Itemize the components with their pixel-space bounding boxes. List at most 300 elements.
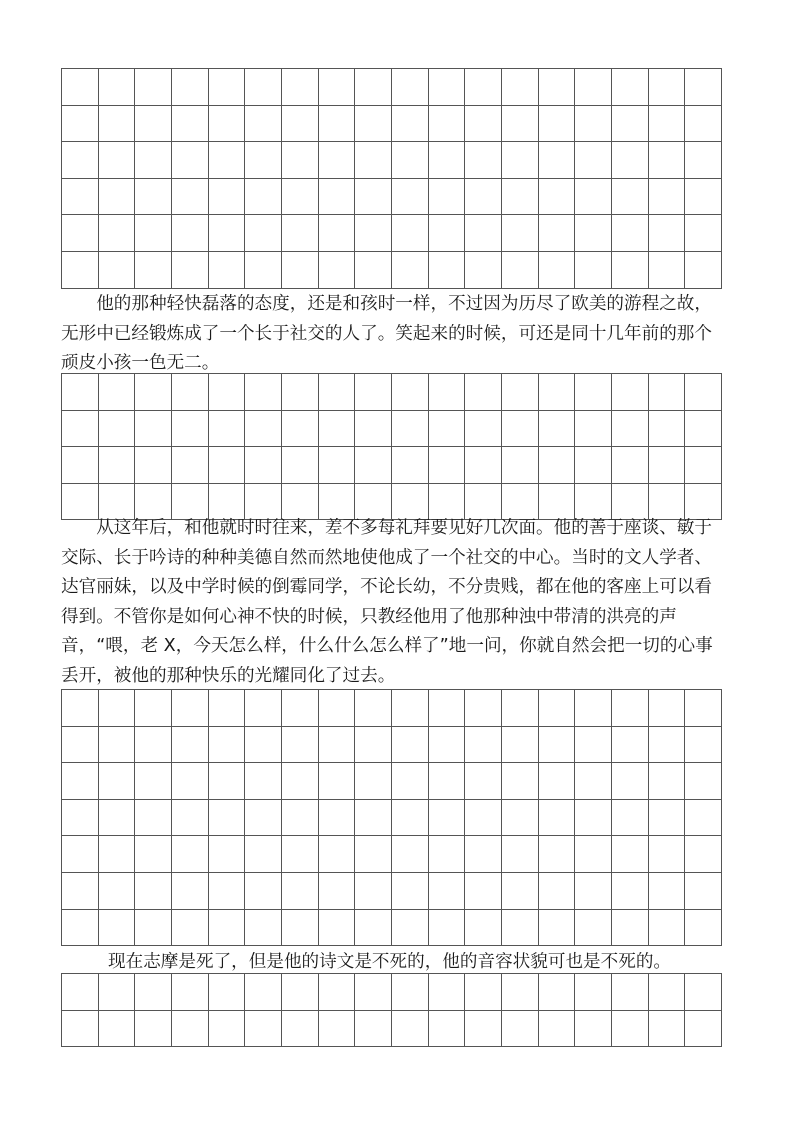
grid-cell xyxy=(135,215,172,252)
grid-cell xyxy=(575,873,612,910)
grid-cell xyxy=(135,727,172,764)
grid-cell xyxy=(172,411,209,448)
grid-cell xyxy=(172,69,209,106)
grid-cell xyxy=(575,142,612,179)
grid-cell xyxy=(539,763,576,800)
writing-grid-4 xyxy=(61,973,722,1047)
grid-cell xyxy=(392,411,429,448)
grid-cell xyxy=(62,836,99,873)
grid-cell xyxy=(392,836,429,873)
grid-cell xyxy=(99,69,136,106)
grid-cell xyxy=(135,836,172,873)
grid-cell xyxy=(355,252,392,289)
grid-cell xyxy=(465,374,502,411)
grid-cell xyxy=(502,836,539,873)
grid-cell xyxy=(99,179,136,216)
grid-cell xyxy=(502,873,539,910)
grid-cell xyxy=(209,69,246,106)
grid-cell xyxy=(172,374,209,411)
grid-cell xyxy=(62,727,99,764)
grid-cell xyxy=(685,142,722,179)
grid-cell xyxy=(282,1011,319,1048)
grid-cell xyxy=(502,974,539,1011)
grid-cell xyxy=(135,1011,172,1048)
grid-cell xyxy=(649,374,686,411)
grid-cell xyxy=(465,142,502,179)
grid-cell xyxy=(99,142,136,179)
grid-cell xyxy=(575,1011,612,1048)
grid-cell xyxy=(135,800,172,837)
grid-cell xyxy=(429,974,466,1011)
grid-cell xyxy=(649,974,686,1011)
grid-cell xyxy=(135,974,172,1011)
grid-cell xyxy=(319,252,356,289)
grid-cell xyxy=(355,179,392,216)
grid-cell xyxy=(649,1011,686,1048)
grid-cell xyxy=(539,142,576,179)
grid-cell xyxy=(135,69,172,106)
grid-cell xyxy=(685,411,722,448)
grid-cell xyxy=(575,763,612,800)
grid-cell xyxy=(355,374,392,411)
grid-cell xyxy=(245,106,282,143)
grid-cell xyxy=(245,763,282,800)
grid-cell xyxy=(502,142,539,179)
grid-cell xyxy=(99,1011,136,1048)
grid-cell xyxy=(392,690,429,727)
grid-cell xyxy=(502,69,539,106)
grid-cell xyxy=(502,800,539,837)
grid-cell xyxy=(209,374,246,411)
grid-cell xyxy=(392,374,429,411)
grid-cell xyxy=(355,69,392,106)
grid-cell xyxy=(172,690,209,727)
grid-cell xyxy=(355,727,392,764)
grid-cell xyxy=(465,910,502,947)
grid-cell xyxy=(392,974,429,1011)
grid-cell xyxy=(502,447,539,484)
grid-cell xyxy=(539,106,576,143)
grid-cell xyxy=(282,690,319,727)
grid-cell xyxy=(245,727,282,764)
grid-cell xyxy=(465,763,502,800)
grid-cell xyxy=(392,910,429,947)
grid-cell xyxy=(62,374,99,411)
grid-cell xyxy=(685,69,722,106)
grid-cell xyxy=(575,179,612,216)
grid-cell xyxy=(392,1011,429,1048)
grid-cell xyxy=(392,252,429,289)
grid-cell xyxy=(319,727,356,764)
grid-cell xyxy=(539,252,576,289)
grid-cell xyxy=(465,974,502,1011)
grid-cell xyxy=(502,727,539,764)
grid-cell xyxy=(612,836,649,873)
grid-cell xyxy=(62,690,99,727)
grid-cell xyxy=(245,374,282,411)
paragraph-3: 现在志摩是死了，但是他的诗文是不死的，他的音容状貌可也是不死的。 xyxy=(108,952,672,972)
grid-cell xyxy=(99,974,136,1011)
grid-cell xyxy=(135,374,172,411)
grid-cell xyxy=(355,1011,392,1048)
grid-cell xyxy=(355,690,392,727)
grid-cell xyxy=(62,215,99,252)
grid-cell xyxy=(62,69,99,106)
grid-cell xyxy=(612,800,649,837)
grid-cell xyxy=(649,106,686,143)
grid-cell xyxy=(319,910,356,947)
grid-cell xyxy=(62,873,99,910)
grid-cell xyxy=(99,910,136,947)
grid-cell xyxy=(392,800,429,837)
grid-cell xyxy=(575,800,612,837)
grid-cell xyxy=(649,142,686,179)
grid-cell xyxy=(99,411,136,448)
grid-cell xyxy=(99,252,136,289)
grid-cell xyxy=(575,836,612,873)
grid-cell xyxy=(172,215,209,252)
grid-cell xyxy=(209,727,246,764)
grid-cell xyxy=(429,727,466,764)
grid-cell xyxy=(209,252,246,289)
grid-cell xyxy=(539,69,576,106)
grid-cell xyxy=(282,873,319,910)
grid-cell xyxy=(649,69,686,106)
grid-cell xyxy=(99,800,136,837)
grid-cell xyxy=(649,411,686,448)
grid-cell xyxy=(172,910,209,947)
grid-cell xyxy=(209,873,246,910)
grid-cell xyxy=(282,252,319,289)
grid-cell xyxy=(465,727,502,764)
grid-cell xyxy=(62,106,99,143)
grid-cell xyxy=(612,873,649,910)
grid-cell xyxy=(612,106,649,143)
grid-cell xyxy=(612,974,649,1011)
grid-cell xyxy=(429,447,466,484)
grid-cell xyxy=(245,179,282,216)
grid-cell xyxy=(209,106,246,143)
grid-cell xyxy=(355,873,392,910)
grid-cell xyxy=(429,179,466,216)
grid-cell xyxy=(282,910,319,947)
paragraph-2: 从这年后，和他就时时往来，差不多每礼拜要见好几次面。他的善于座谈、敏于交际、长于吟诗的种种美德自然而然地使他成了一个社交的中心。当时的文人学者、达官丽妹，以及中学时候的倒霉同学，不论长幼，不分贵贱，都在他的客座上可以看得到。不管你是如何心神不快的时候，只教经他用了他那种浊中带清的洪亮的声音，“喂，老 X，今天怎么样，什么什么怎么样了”地一问，你就自然会把一切的心事丢开，被他的那种快乐的光耀同化了过去。 xyxy=(61,518,713,686)
writing-grid-3 xyxy=(61,689,722,946)
grid-cell xyxy=(245,873,282,910)
grid-cell xyxy=(575,690,612,727)
grid-cell xyxy=(649,252,686,289)
grid-cell xyxy=(282,215,319,252)
grid-cell xyxy=(135,252,172,289)
grid-cell xyxy=(209,447,246,484)
grid-cell xyxy=(319,690,356,727)
writing-grid-2 xyxy=(61,373,722,520)
grid-cell xyxy=(429,763,466,800)
grid-cell xyxy=(649,179,686,216)
grid-cell xyxy=(245,910,282,947)
grid-cell xyxy=(685,763,722,800)
grid-cell xyxy=(502,215,539,252)
grid-cell xyxy=(172,836,209,873)
grid-cell xyxy=(209,836,246,873)
grid-cell xyxy=(685,447,722,484)
grid-cell xyxy=(172,763,209,800)
grid-cell xyxy=(282,179,319,216)
writing-grid-1 xyxy=(61,68,722,289)
grid-cell xyxy=(539,215,576,252)
grid-cell xyxy=(319,800,356,837)
grid-cell xyxy=(245,974,282,1011)
grid-cell xyxy=(539,374,576,411)
grid-cell xyxy=(135,763,172,800)
grid-cell xyxy=(429,374,466,411)
grid-cell xyxy=(355,800,392,837)
grid-cell xyxy=(649,215,686,252)
grid-cell xyxy=(429,215,466,252)
grid-cell xyxy=(209,179,246,216)
grid-cell xyxy=(319,179,356,216)
grid-cell xyxy=(135,179,172,216)
grid-cell xyxy=(319,374,356,411)
grid-cell xyxy=(392,179,429,216)
grid-cell xyxy=(245,69,282,106)
grid-cell xyxy=(685,690,722,727)
grid-cell xyxy=(209,215,246,252)
grid-cell xyxy=(209,800,246,837)
grid-cell xyxy=(282,106,319,143)
grid-cell xyxy=(649,800,686,837)
grid-cell xyxy=(502,374,539,411)
grid-cell xyxy=(172,974,209,1011)
grid-cell xyxy=(172,447,209,484)
grid-cell xyxy=(62,1011,99,1048)
grid-cell xyxy=(282,142,319,179)
grid-cell xyxy=(355,763,392,800)
grid-cell xyxy=(135,910,172,947)
grid-cell xyxy=(135,411,172,448)
grid-cell xyxy=(172,252,209,289)
grid-cell xyxy=(649,910,686,947)
grid-cell xyxy=(539,447,576,484)
grid-cell xyxy=(502,690,539,727)
grid-cell xyxy=(62,910,99,947)
grid-cell xyxy=(99,106,136,143)
grid-cell xyxy=(502,252,539,289)
grid-cell xyxy=(575,374,612,411)
grid-cell xyxy=(282,800,319,837)
grid-cell xyxy=(685,910,722,947)
grid-cell xyxy=(612,69,649,106)
grid-cell xyxy=(62,179,99,216)
grid-cell xyxy=(355,215,392,252)
grid-cell xyxy=(429,252,466,289)
grid-cell xyxy=(685,873,722,910)
grid-cell xyxy=(429,836,466,873)
grid-cell xyxy=(539,411,576,448)
grid-cell xyxy=(575,215,612,252)
grid-cell xyxy=(209,690,246,727)
grid-cell xyxy=(62,142,99,179)
grid-cell xyxy=(99,447,136,484)
grid-cell xyxy=(355,836,392,873)
grid-cell xyxy=(209,763,246,800)
grid-cell xyxy=(465,411,502,448)
grid-cell xyxy=(429,106,466,143)
grid-cell xyxy=(62,974,99,1011)
grid-cell xyxy=(649,727,686,764)
grid-cell xyxy=(245,690,282,727)
grid-cell xyxy=(575,252,612,289)
grid-cell xyxy=(429,69,466,106)
grid-cell xyxy=(539,727,576,764)
grid-cell xyxy=(502,411,539,448)
grid-cell xyxy=(135,106,172,143)
grid-cell xyxy=(209,1011,246,1048)
grid-cell xyxy=(319,142,356,179)
grid-cell xyxy=(539,873,576,910)
grid-cell xyxy=(392,142,429,179)
grid-cell xyxy=(429,873,466,910)
grid-cell xyxy=(99,374,136,411)
grid-cell xyxy=(282,763,319,800)
grid-cell xyxy=(319,1011,356,1048)
grid-cell xyxy=(209,411,246,448)
grid-cell xyxy=(62,411,99,448)
grid-cell xyxy=(355,411,392,448)
grid-cell xyxy=(135,142,172,179)
grid-cell xyxy=(135,873,172,910)
grid-cell xyxy=(465,690,502,727)
grid-cell xyxy=(575,411,612,448)
grid-cell xyxy=(685,974,722,1011)
grid-cell xyxy=(575,910,612,947)
grid-cell xyxy=(685,179,722,216)
grid-cell xyxy=(649,763,686,800)
grid-cell xyxy=(575,727,612,764)
grid-cell xyxy=(612,447,649,484)
grid-cell xyxy=(355,974,392,1011)
grid-cell xyxy=(429,910,466,947)
grid-cell xyxy=(392,727,429,764)
grid-cell xyxy=(62,447,99,484)
grid-cell xyxy=(465,179,502,216)
grid-cell xyxy=(575,69,612,106)
grid-cell xyxy=(612,252,649,289)
grid-cell xyxy=(649,690,686,727)
grid-cell xyxy=(429,1011,466,1048)
grid-cell xyxy=(355,910,392,947)
grid-cell xyxy=(612,215,649,252)
grid-cell xyxy=(685,374,722,411)
grid-cell xyxy=(282,974,319,1011)
grid-cell xyxy=(429,142,466,179)
grid-cell xyxy=(319,69,356,106)
grid-cell xyxy=(612,142,649,179)
grid-cell xyxy=(319,974,356,1011)
grid-cell xyxy=(319,836,356,873)
grid-cell xyxy=(685,106,722,143)
grid-cell xyxy=(649,836,686,873)
grid-cell xyxy=(245,142,282,179)
grid-cell xyxy=(282,836,319,873)
grid-cell xyxy=(99,215,136,252)
grid-cell xyxy=(612,763,649,800)
grid-cell xyxy=(392,873,429,910)
grid-cell xyxy=(575,447,612,484)
grid-cell xyxy=(135,447,172,484)
grid-cell xyxy=(502,910,539,947)
grid-cell xyxy=(539,910,576,947)
grid-cell xyxy=(245,447,282,484)
grid-cell xyxy=(172,106,209,143)
grid-cell xyxy=(209,974,246,1011)
grid-cell xyxy=(502,179,539,216)
grid-cell xyxy=(355,447,392,484)
grid-cell xyxy=(429,800,466,837)
grid-cell xyxy=(539,179,576,216)
grid-cell xyxy=(575,106,612,143)
grid-cell xyxy=(649,447,686,484)
grid-cell xyxy=(282,374,319,411)
grid-cell xyxy=(135,690,172,727)
grid-cell xyxy=(465,873,502,910)
grid-cell xyxy=(649,873,686,910)
grid-cell xyxy=(319,215,356,252)
grid-cell xyxy=(685,800,722,837)
grid-cell xyxy=(319,447,356,484)
grid-cell xyxy=(612,690,649,727)
grid-cell xyxy=(172,727,209,764)
grid-cell xyxy=(99,836,136,873)
grid-cell xyxy=(612,910,649,947)
grid-cell xyxy=(282,447,319,484)
grid-cell xyxy=(465,800,502,837)
grid-cell xyxy=(465,836,502,873)
grid-cell xyxy=(245,411,282,448)
grid-cell xyxy=(245,252,282,289)
grid-cell xyxy=(465,252,502,289)
grid-cell xyxy=(99,873,136,910)
grid-cell xyxy=(502,763,539,800)
grid-cell xyxy=(392,69,429,106)
grid-cell xyxy=(245,836,282,873)
grid-cell xyxy=(282,727,319,764)
grid-cell xyxy=(392,215,429,252)
grid-cell xyxy=(245,1011,282,1048)
grid-cell xyxy=(429,690,466,727)
grid-cell xyxy=(172,873,209,910)
grid-cell xyxy=(685,836,722,873)
grid-cell xyxy=(172,1011,209,1048)
grid-cell xyxy=(172,179,209,216)
grid-cell xyxy=(612,727,649,764)
grid-cell xyxy=(575,974,612,1011)
grid-cell xyxy=(685,727,722,764)
grid-cell xyxy=(392,763,429,800)
grid-cell xyxy=(209,142,246,179)
grid-cell xyxy=(502,106,539,143)
grid-cell xyxy=(612,1011,649,1048)
grid-cell xyxy=(209,910,246,947)
grid-cell xyxy=(319,873,356,910)
grid-cell xyxy=(502,1011,539,1048)
grid-cell xyxy=(282,69,319,106)
grid-cell xyxy=(539,690,576,727)
grid-cell xyxy=(465,215,502,252)
grid-cell xyxy=(62,252,99,289)
grid-cell xyxy=(99,690,136,727)
grid-cell xyxy=(172,800,209,837)
